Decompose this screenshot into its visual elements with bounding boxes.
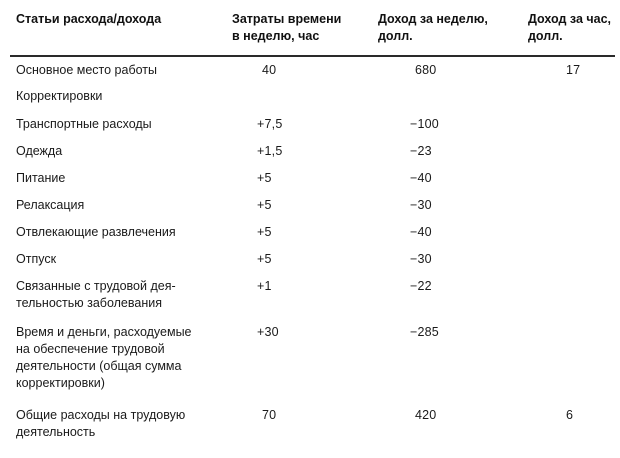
header-divider <box>10 55 615 57</box>
row-time: 40 <box>262 63 277 77</box>
row-label: Отвлекающие развлечения <box>16 225 176 239</box>
row-weekly: −285 <box>410 325 439 339</box>
row-weekly: 680 <box>415 63 437 77</box>
header-weekly-income: Доход за неделю, долл. <box>378 12 488 43</box>
header-time: Затраты времени в неделю, час <box>232 12 342 43</box>
row-label: Отпуск <box>16 252 57 266</box>
row-weekly: −23 <box>410 144 432 158</box>
row-time: +5 <box>257 171 272 185</box>
header-hourly-income: Доход за час, долл. <box>528 12 612 43</box>
row-weekly: −22 <box>410 279 432 293</box>
row-label: Транспортные расходы <box>16 117 152 131</box>
row-label: Корректировки <box>16 89 103 103</box>
row-label: Релаксация <box>16 198 85 212</box>
row-time: +7,5 <box>257 117 283 131</box>
row-label: Время и деньги, расходуемые на обеспечение трудовой деятельности (общая сумма корректировки) <box>16 325 192 390</box>
row-label: Одежда <box>16 144 63 158</box>
row-label: Основное место работы <box>16 63 158 77</box>
row-time: 70 <box>262 408 277 422</box>
row-time: +1 <box>257 279 272 293</box>
row-time: +5 <box>257 225 272 239</box>
row-weekly: −30 <box>410 198 432 212</box>
row-time: +5 <box>257 252 272 266</box>
row-weekly: −30 <box>410 252 432 266</box>
row-weekly: 420 <box>415 408 437 422</box>
row-hourly: 17 <box>566 63 581 77</box>
row-weekly: −100 <box>410 117 439 131</box>
row-time: +30 <box>257 325 279 339</box>
row-weekly: −40 <box>410 225 432 239</box>
row-label: Связанные с трудовой дея- тельностью заболевания <box>16 279 176 310</box>
row-weekly: −40 <box>410 171 432 185</box>
row-time: +5 <box>257 198 272 212</box>
row-label: Общие расходы на трудовую деятельность <box>16 408 186 439</box>
row-hourly: 6 <box>566 408 574 422</box>
row-time: +1,5 <box>257 144 283 158</box>
row-label: Питание <box>16 171 66 185</box>
header-item: Статьи расхода/дохода <box>16 12 162 26</box>
